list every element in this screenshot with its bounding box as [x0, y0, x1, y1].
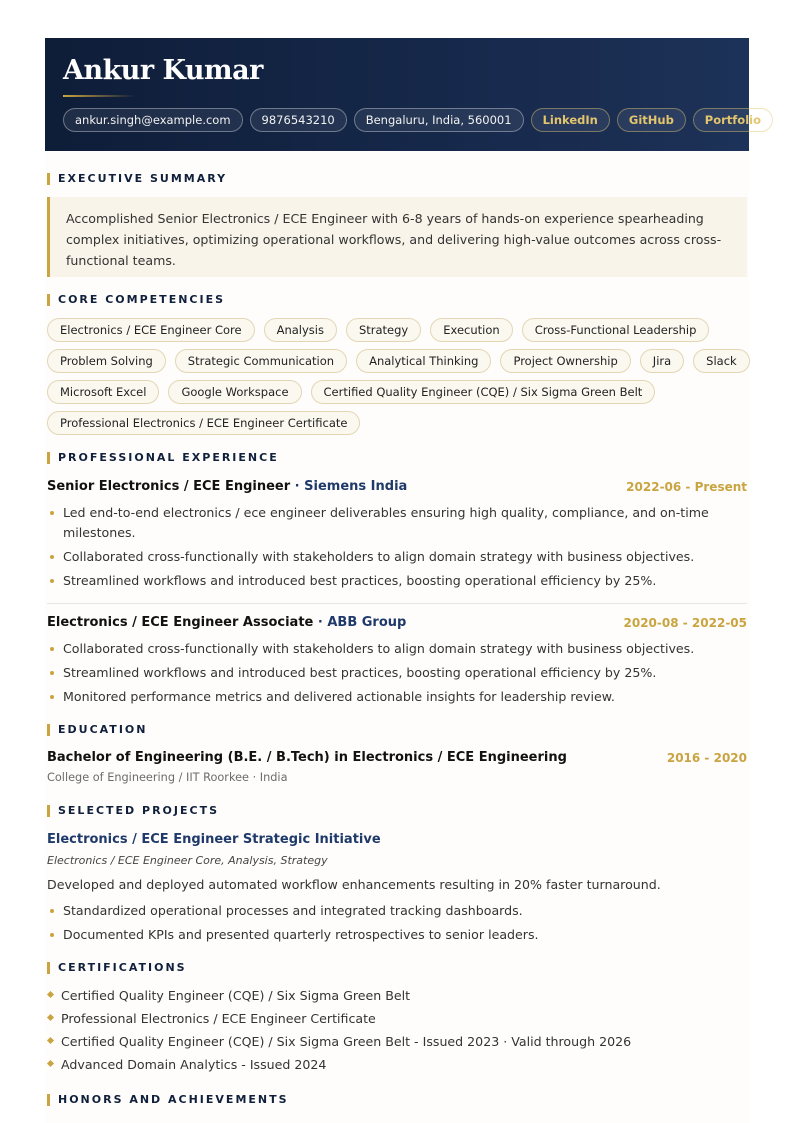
job-title: Senior Electronics / ECE Engineer [47, 479, 291, 494]
list-item: Collaborated cross-functionally with stakeholders to align domain strategy with business objectives. [47, 547, 747, 567]
section-title-education: EDUCATION [47, 723, 147, 737]
skill-tag: Electronics / ECE Engineer Core [47, 318, 255, 342]
name-underline [63, 95, 135, 97]
skill-tag: Strategic Communication [175, 349, 347, 373]
portfolio-link[interactable]: Portfolio [693, 108, 773, 132]
job-bullets [47, 639, 747, 711]
list-item: Advanced Domain Analytics - Issued 2024 [47, 1055, 747, 1074]
degree: Bachelor of Engineering (B.E. / B.Tech) in Electronics / ECE Engineering [47, 750, 567, 765]
summary-text: Accomplished Senior Electronics / ECE Engineer with 6-8 years of hands-on experience spearheading complex initiatives, optimizing operational workflows, and delivering high-value outcomes across cross-functional teams. [47, 197, 747, 277]
project-bullets [47, 901, 747, 949]
job-divider [47, 603, 747, 604]
candidate-name: Ankur Kumar [63, 55, 263, 86]
skill-tag: Professional Electronics / ECE Engineer Certificate [47, 411, 360, 435]
job-heading [47, 479, 747, 494]
list-item: Streamlined workflows and introduced best practices, boosting operational efficiency by 25%. [47, 663, 747, 683]
job-title: Electronics / ECE Engineer Associate [47, 615, 314, 630]
skill-tag: Analysis [264, 318, 337, 342]
skill-tag: Project Ownership [500, 349, 630, 373]
resume-header [45, 38, 761, 151]
list-item: Collaborated cross-functionally with stakeholders to align domain strategy with business objectives. [47, 639, 747, 659]
skill-tag: Execution [430, 318, 512, 342]
job-heading [47, 615, 747, 630]
job-bullets [47, 503, 747, 595]
section-title-projects: SELECTED PROJECTS [47, 804, 219, 818]
list-item: Monitored performance metrics and delivered actionable insights for leadership review. [47, 687, 747, 707]
email-chip[interactable]: ankur.singh@example.com [63, 108, 243, 132]
competency-tags [47, 318, 747, 442]
certification-list [47, 986, 747, 1078]
github-link[interactable]: GitHub [617, 108, 686, 132]
list-item: Certified Quality Engineer (CQE) / Six Sigma Green Belt - Issued 2023 · Valid through 2026 [47, 1032, 747, 1051]
skill-tag: Slack [693, 349, 750, 373]
skill-tag: Problem Solving [47, 349, 166, 373]
list-item: Standardized operational processes and integrated tracking dashboards. [47, 901, 747, 921]
list-item: Streamlined workflows and introduced best practices, boosting operational efficiency by 25%. [47, 571, 747, 591]
skill-tag: Strategy [346, 318, 421, 342]
list-item: Led end-to-end electronics / ece engineer deliverables ensuring high quality, compliance, and on-time milestones. [47, 503, 747, 543]
job-company: ABB Group [327, 615, 407, 630]
education-dates: 2016 - 2020 [666, 751, 747, 765]
skill-tag: Certified Quality Engineer (CQE) / Six Sigma Green Belt [311, 380, 656, 404]
section-title-competencies: CORE COMPETENCIES [47, 293, 225, 307]
project-title: Electronics / ECE Engineer Strategic Initiative [47, 832, 381, 847]
section-title-experience: PROFESSIONAL EXPERIENCE [47, 451, 279, 465]
tag-row [47, 411, 747, 435]
list-item: Certified Quality Engineer (CQE) / Six Sigma Green Belt [47, 986, 747, 1005]
linkedin-link[interactable]: LinkedIn [531, 108, 610, 132]
skill-tag: Cross-Functional Leadership [522, 318, 710, 342]
job-company: Siemens India [304, 479, 408, 494]
list-item: Documented KPIs and presented quarterly retrospectives to senior leaders. [47, 925, 747, 945]
tag-row [47, 380, 747, 404]
project-description: Developed and deployed automated workflow enhancements resulting in 20% faster turnaround. [47, 877, 661, 892]
job-separator: · [290, 479, 305, 494]
phone-chip[interactable]: 9876543210 [250, 108, 347, 132]
education-heading [47, 750, 747, 765]
skill-tag: Jira [640, 349, 684, 373]
school: College of Engineering / IIT Roorkee · India [47, 771, 288, 784]
skill-tag: Google Workspace [168, 380, 301, 404]
tag-row [47, 318, 747, 342]
project-tech: Electronics / ECE Engineer Core, Analysis, Strategy [47, 854, 328, 867]
tag-row [47, 349, 747, 373]
section-title-honors: HONORS AND ACHIEVEMENTS [47, 1093, 289, 1107]
skill-tag: Microsoft Excel [47, 380, 159, 404]
resume-page [45, 38, 761, 1123]
section-title-summary: EXECUTIVE SUMMARY [47, 172, 227, 186]
contact-bar [63, 108, 773, 132]
section-title-certifications: CERTIFICATIONS [47, 961, 187, 975]
job-dates: 2020-08 - 2022-05 [623, 616, 747, 630]
job-dates: 2022-06 - Present [626, 480, 747, 494]
list-item: Professional Electronics / ECE Engineer Certificate [47, 1009, 747, 1028]
skill-tag: Analytical Thinking [356, 349, 491, 373]
job-separator: · [313, 615, 328, 630]
location-chip: Bengaluru, India, 560001 [354, 108, 524, 132]
